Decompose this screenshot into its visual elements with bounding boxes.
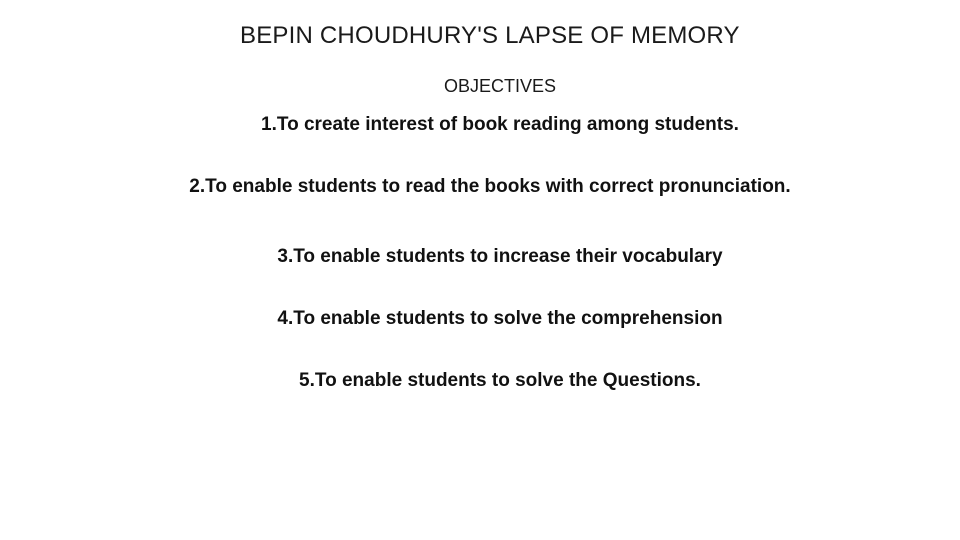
objective-item-1: 1.To create interest of book reading among students. xyxy=(261,114,739,135)
objective-item-3: 3.To enable students to increase their vocabulary xyxy=(277,246,723,267)
objective-item-2: 2.To enable students to read the books with correct pronunciation. xyxy=(189,176,791,197)
objectives-heading: OBJECTIVES xyxy=(443,76,557,96)
objective-item-4: 4.To enable students to solve the comprehension xyxy=(277,308,723,329)
slide-title: BEPIN CHOUDHURY'S LAPSE OF MEMORY xyxy=(240,22,740,49)
objective-item-5: 5.To enable students to solve the Questions. xyxy=(299,370,701,391)
